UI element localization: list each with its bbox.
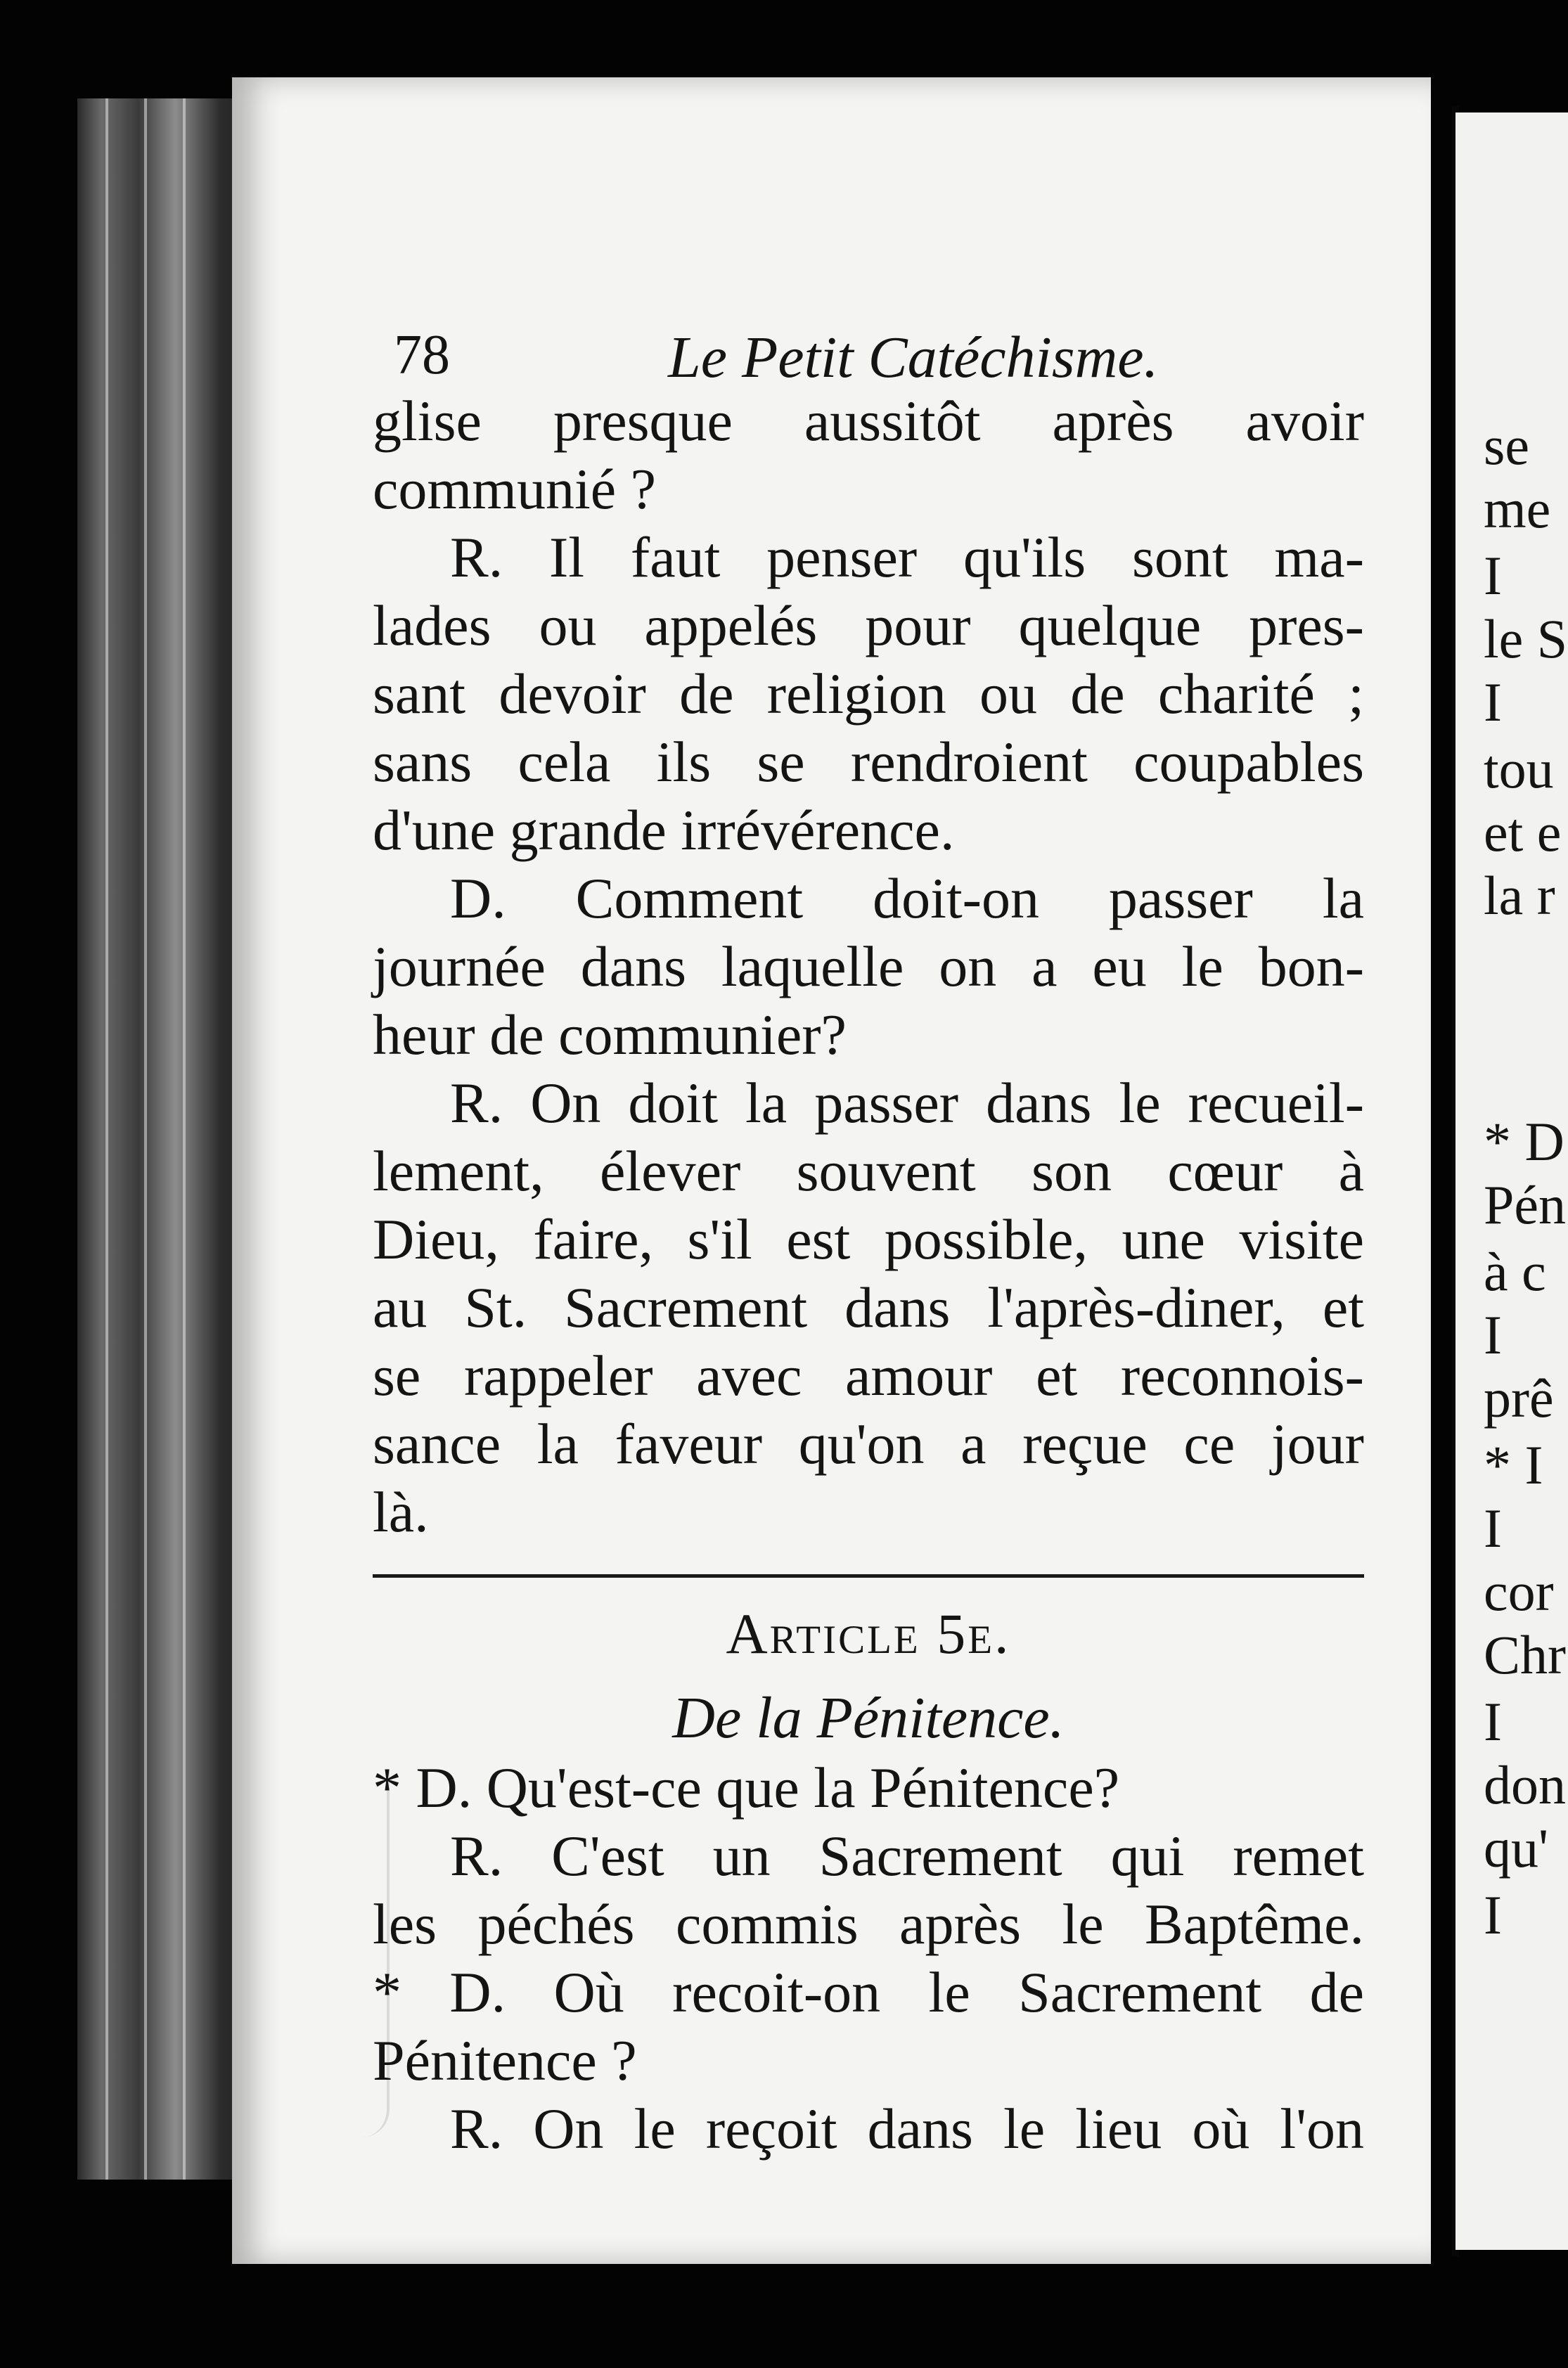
text-line: D. Comment doit-on passer la [450, 866, 1364, 930]
spine-edge-line [183, 98, 186, 2180]
right-page-fragment: I [1484, 1498, 1502, 1559]
text-line: les péchés commis après le Baptême. [373, 1892, 1364, 1956]
page-text [373, 302, 1364, 2163]
text-line: heur de communier? [373, 1003, 847, 1067]
right-page-edge [1455, 112, 1568, 2250]
text-line: R. Il faut penser qu'ils sont ma- [450, 525, 1364, 589]
text-line: R. C'est un Sacrement qui remet [450, 1824, 1364, 1888]
right-page-fragment: la r [1484, 865, 1555, 926]
spine-edge-line [144, 98, 147, 2180]
right-page-fragment: et e [1484, 802, 1562, 863]
text-line: au St. Sacrement dans l'après-diner, et [373, 1275, 1364, 1339]
text-line: sans cela ils se rendroient coupables [373, 730, 1364, 794]
text-line: là. [373, 1480, 429, 1544]
article-heading: Article 5e. [726, 1602, 1011, 1666]
text-line: se rappeler avec amour et reconnois- [373, 1344, 1364, 1408]
right-page-fragment: qu' [1484, 1817, 1549, 1879]
right-page-fragment: * I [1484, 1434, 1543, 1495]
right-page-fragment: Chr [1484, 1624, 1566, 1685]
right-page-fragment: I [1484, 1304, 1502, 1365]
right-page-fragment: à c [1484, 1241, 1546, 1302]
right-page-fragment: cor [1484, 1561, 1554, 1622]
text-line: R. On le reçoit dans le lieu où l'on [450, 2097, 1364, 2161]
section-divider [373, 1574, 1364, 1578]
running-title: Le Petit Catéchisme. [668, 325, 1159, 390]
text-line: * D. Où recoit-on le Sacrement de [373, 1960, 1364, 2024]
text-line: lement, élever souvent son cœur à [373, 1139, 1364, 1203]
section-subtitle: De la Pénitence. [672, 1685, 1065, 1751]
right-page-fragment: don [1484, 1754, 1566, 1815]
right-page-fragment: I [1484, 1884, 1502, 1945]
text-line: Pénitence ? [373, 2028, 637, 2092]
text-line: R. On doit la passer dans le recueil- [450, 1071, 1364, 1135]
text-line: sant devoir de religion ou de charité ; [373, 662, 1364, 726]
page-number: 78 [394, 324, 450, 386]
page-header [373, 302, 1364, 390]
page-damage-mark [253, 1772, 390, 2137]
right-page-fragment: Pén [1484, 1174, 1566, 1235]
right-page-fragment: le S [1484, 608, 1568, 669]
right-page-fragment: me [1484, 478, 1551, 539]
right-page-fragment: prê [1484, 1368, 1554, 1429]
spine-edge-line [105, 98, 108, 2180]
text-line: communié ? [373, 457, 657, 521]
text-line: d'une grande irrévérence. [373, 798, 955, 862]
right-page-fragment: I [1484, 1691, 1502, 1752]
text-line: lades ou appelés pour quelque pres- [373, 593, 1364, 657]
text-line: sance la faveur qu'on a reçue ce jour [373, 1412, 1364, 1476]
right-page-fragment: I [1484, 545, 1502, 606]
text-line: Dieu, faire, s'il est possible, une visite [373, 1207, 1364, 1271]
right-page-fragment: * D [1484, 1111, 1564, 1172]
right-page-fragment: I [1484, 671, 1502, 733]
right-page-fragment: se [1484, 415, 1529, 476]
right-page-fragment: tou [1484, 738, 1554, 799]
text-line: glise presque aussitôt après avoir [373, 389, 1364, 453]
text-line: * D. Qu'est-ce que la Pénitence? [373, 1756, 1120, 1820]
text-line: journée dans laquelle on a eu le bon- [373, 934, 1364, 998]
